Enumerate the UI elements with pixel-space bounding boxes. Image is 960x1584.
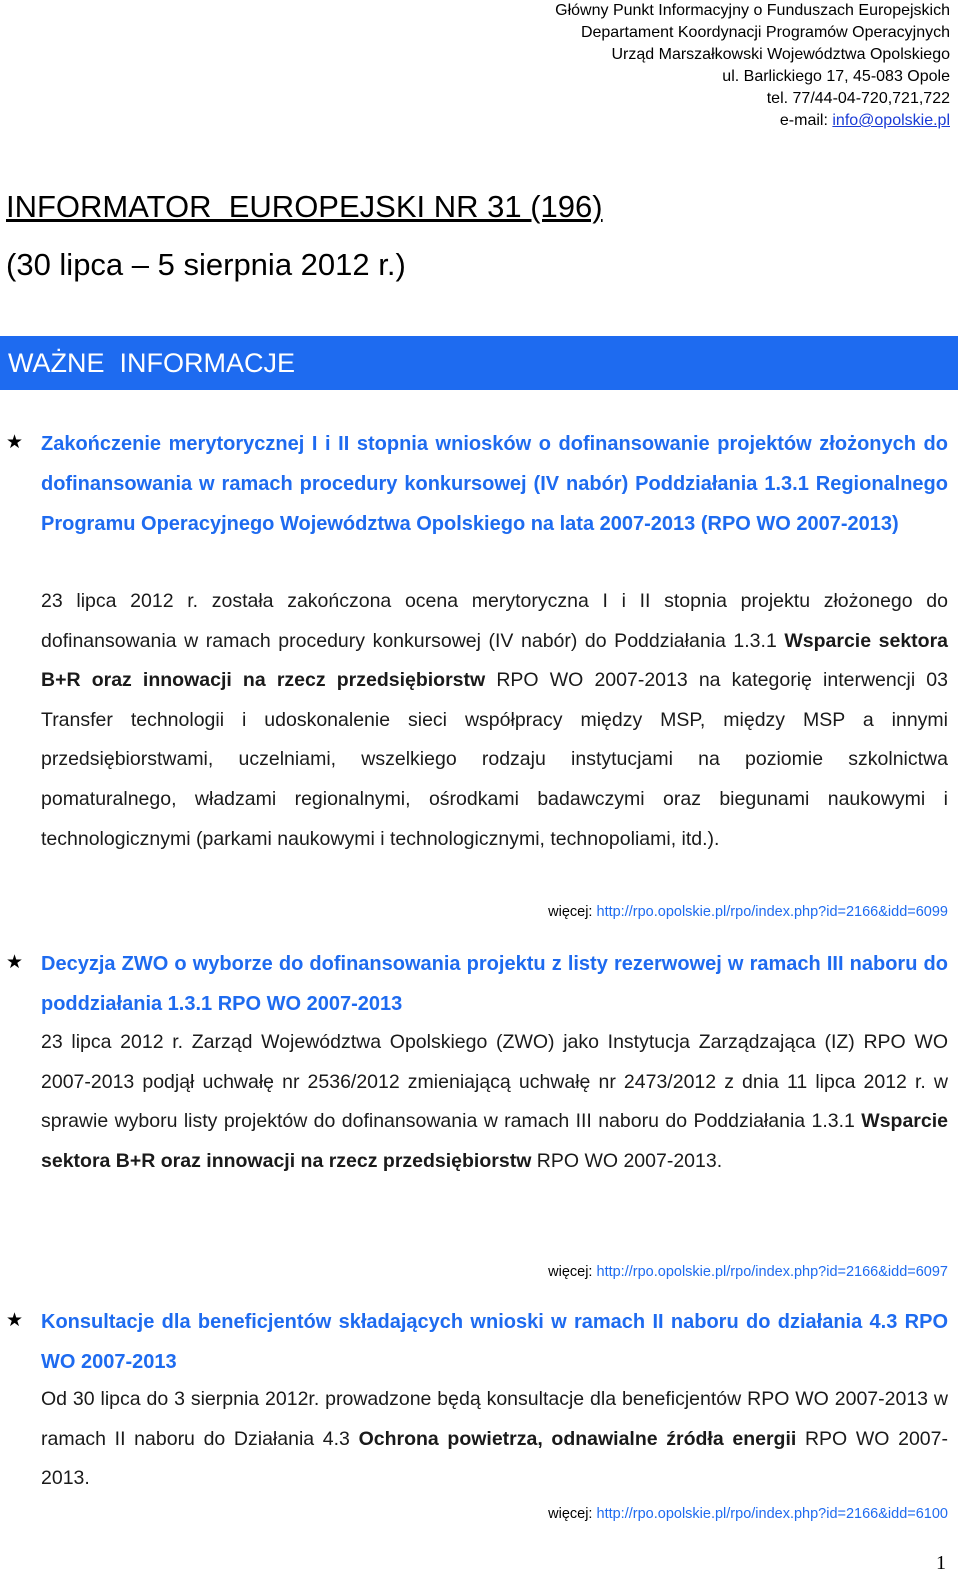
- star-icon: ★: [6, 952, 24, 973]
- news-heading-1: Zakończenie merytorycznej I i II stopnia wniosków o dofinansowanie projektów złożonych do dofinansowania w ramach procedury konkursowej (IV nabór) Poddziałania 1.3.1 Regionalnego Programu Operacyjnego Województwa Opolskiego na lata 2007-2013 (RPO WO 2007-2013): [41, 433, 948, 535]
- header-address: ul. Barlickiego 17, 45-083 Opole: [722, 68, 950, 85]
- news-body-1-text-end: RPO WO 2007-2013 na kategorię interwencji 03 Transfer technologii i udoskonalenie sieci współpracy między MSP, między MSP a innymi przedsiębiorstwami, uczelniami, wszelkiego rodzaju instytucjami na poziomie szkolnictwa pomaturalnego, władzami regionalnymi, ośrodkami badawczymi oraz biegunami naukowymi i technologicznymi (parkami naukowymi i technologicznymi, technopoliami, itd.).: [41, 669, 948, 850]
- header-email-line: [555, 110, 950, 132]
- contact-block: [555, 0, 950, 132]
- star-icon: ★: [6, 1310, 24, 1331]
- news-body-2-bold: Wsparcie sektora B+R oraz innowacji na rzecz przedsiębiorstw: [41, 1110, 948, 1172]
- header-line-3: Urząd Marszałkowski Województwa Opolskiego: [611, 46, 950, 63]
- news-heading-2: Decyzja ZWO o wyborze do dofinansowania projektu z listy rezerwowej w ramach III naboru do poddziałania 1.3.1 RPO WO 2007-2013: [41, 953, 948, 1015]
- more-label: więcej:: [548, 1506, 597, 1522]
- news-body-1-text: 23 lipca 2012 r. została zakończona ocena merytoryczna I i II stopnia projektu złożonego do dofinansowania w ramach procedury konkursowej (IV nabór) do Poddziałania 1.3.1: [41, 590, 948, 652]
- more-link-1[interactable]: http://rpo.opolskie.pl/rpo/index.php?id=2166&idd=6099: [596, 904, 948, 920]
- more-link-3[interactable]: http://rpo.opolskie.pl/rpo/index.php?id=2166&idd=6100: [596, 1506, 948, 1522]
- header-line-2: Departament Koordynacji Programów Operacyjnych: [580, 24, 950, 41]
- document-title: INFORMATOR EUROPEJSKI NR 31 (196): [6, 189, 603, 224]
- news-body-3-bold: Ochrona powietrza, odnawialne źródła energii: [358, 1427, 797, 1450]
- more-link-row-2: [548, 1264, 948, 1280]
- email-link[interactable]: info@opolskie.pl: [832, 112, 950, 129]
- more-link-2[interactable]: http://rpo.opolskie.pl/rpo/index.php?id=2166&idd=6097: [596, 1264, 948, 1280]
- email-label: e-mail:: [779, 112, 833, 129]
- news-body-3-text: Od 30 lipca do 3 sierpnia 2012r. prowadzone będą konsultacje dla beneficjentów RPO WO 2007-2013 w ramach II naboru do Działania 4.3: [41, 1388, 948, 1450]
- more-link-row-3: [548, 1506, 948, 1522]
- header-phone: tel. 77/44-04-720,721,722: [766, 90, 950, 107]
- section-banner: WAŻNE INFORMACJE: [0, 336, 958, 390]
- document-date-range: (30 lipca – 5 sierpnia 2012 r.): [6, 247, 406, 282]
- more-label: więcej:: [548, 1264, 597, 1280]
- news-body-1: [41, 582, 948, 859]
- more-link-row-1: [548, 904, 948, 920]
- news-heading-3: Konsultacje dla beneficjentów składających wnioski w ramach II naboru do działania 4.3 RPO WO 2007-2013: [41, 1311, 948, 1373]
- news-body-3-text-end: RPO WO 2007-2013.: [41, 1427, 948, 1490]
- star-icon: ★: [6, 432, 24, 453]
- news-body-2-text-end: RPO WO 2007-2013.: [531, 1149, 723, 1172]
- more-label: więcej:: [548, 904, 597, 920]
- news-body-2-text: 23 lipca 2012 r. Zarząd Województwa Opolskiego (ZWO) jako Instytucja Zarządzająca (IZ) RPO WO 2007-2013 podjął uchwałę nr 2536/2012 zmieniającą uchwałę nr 2473/2012 z dnia 11 lipca 2012 r. w sprawie wyboru listy projektów do dofinansowania w ramach III naboru do Poddziałania 1.3.1: [41, 1031, 948, 1133]
- news-body-3: [41, 1380, 948, 1499]
- news-body-2: [41, 1023, 948, 1181]
- page-number: 1: [936, 1552, 946, 1574]
- header-line-1: Główny Punkt Informacyjny o Funduszach Europejskich: [555, 2, 950, 19]
- news-body-1-bold: Wsparcie sektora B+R oraz innowacji na rzecz przedsiębiorstw: [41, 629, 948, 692]
